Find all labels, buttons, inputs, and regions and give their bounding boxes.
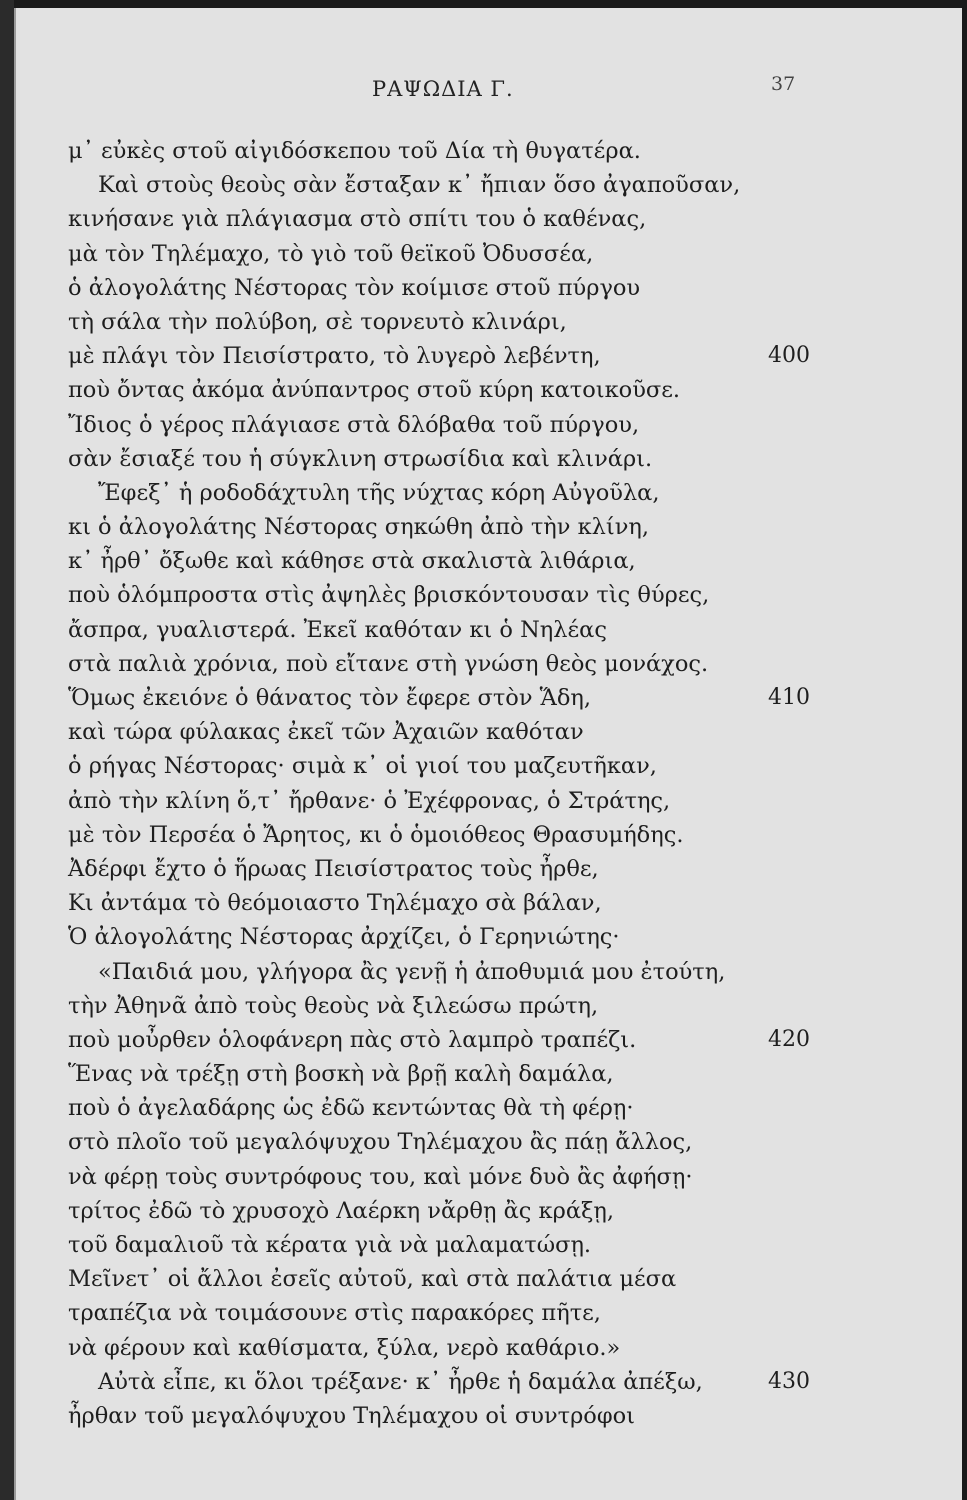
poem-line-text: Ὁ ἀλογολάτης Νέστορας ἀρχίζει, ὁ Γερηνιώτης· (68, 924, 620, 951)
poem-line (68, 442, 868, 476)
poem-line (68, 715, 868, 749)
poem-line-text: κινήσανε γιὰ πλάγιασμα στὸ σπίτι του ὁ καθένας, (68, 206, 647, 233)
line-number: 410 (768, 685, 810, 710)
poem-line (68, 989, 868, 1023)
poem-line-text: μ᾽ εὐκὲς στοῦ αἰγιδόσκεπου τοῦ Δία τὴ θυγατέρα. (68, 138, 641, 164)
poem-line (68, 784, 868, 818)
page-number: 37 (771, 73, 796, 95)
line-number: 400 (768, 343, 810, 369)
poem-line-text: τρίτος ἐδῶ τὸ χρυσοχὸ Λαέρκη νἄρθῃ ἂς κράξῃ, (68, 1197, 615, 1224)
poem-line-text: μὰ τὸν Τηλέμαχο, τὸ γιὸ τοῦ θεϊκοῦ Ὀδυσσέα, (68, 240, 594, 267)
poem-line (68, 749, 868, 783)
poem-line-text: «Παιδιά μου, γλήγορα ἂς γενῇ ἡ ἀποθυμιά μου ἐτούτη, (98, 958, 726, 985)
poem-line-text: Ἴδιος ὁ γέρος πλάγιασε στὰ δλόβαθα τοῦ πύργου, (68, 411, 640, 438)
poem-line-text: ἦρθαν τοῦ μεγαλόψυχου Τηλέμαχου οἱ συντρόφοι (68, 1402, 635, 1429)
poem-line (68, 237, 868, 271)
line-number: 430 (768, 1368, 810, 1394)
poem-line (68, 168, 868, 202)
poem-line-text: Ἕνας νὰ τρέξῃ στὴ βοσκὴ νὰ βρῇ καλὴ δαμάλα, (68, 1061, 614, 1088)
poem-line-text: ἄσπρα, γυαλιστερά. Ἐκεῖ καθόταν κι ὁ Νηλέας (68, 616, 607, 643)
poem-line-text: ποὺ μοὖρθεν ὁλοφάνερη πὰς στὸ λαμπρὸ τραπέζι. (68, 1026, 637, 1053)
poem-line-text: νὰ φέρουν καὶ καθίσματα, ξύλα, νερὸ καθάριο.» (68, 1334, 621, 1361)
book-page (14, 8, 962, 1500)
poem-line-text: τραπέζια νὰ τοιμάσουνε στὶς παρακόρες πῆτε, (68, 1300, 601, 1327)
poem-line (68, 886, 868, 920)
poem-line-text: μὲ τὸν Περσέα ὁ Ἄρητος, κι ὁ ὁμοιόθεος Θρασυμήδης. (68, 821, 684, 848)
poem-line (68, 578, 868, 612)
poem-line (68, 373, 868, 407)
poem-line (68, 818, 868, 852)
poem-line-text: Ἀδέρφι ἔχτο ὁ ἥρωας Πεισίστρατος τοὺς ἦρθε, (68, 855, 599, 882)
poem-line-text: νὰ φέρῃ τοὺς συντρόφους του, καὶ μόνε δυὸ ἂς ἀφήσῃ· (68, 1163, 693, 1190)
poem-line-text: ὁ ἀλογολάτης Νέστορας τὸν κοίμισε στοῦ πύργου (68, 274, 641, 301)
poem-line-text: Ἔφεξ᾽ ἡ ροδοδάχτυλη τῆς νύχτας κόρη Αὐγοῦλα, (98, 479, 660, 506)
poem-line-text: καὶ τώρα φύλακας ἐκεῖ τῶν Ἀχαιῶν καθόταν (68, 719, 584, 746)
poem-line (68, 1091, 868, 1125)
poem-line-text: Αὐτὰ εἶπε, κι ὅλοι τρέξανε· κ᾽ ἦρθε ἡ δαμάλα ἀπέξω, (98, 1368, 703, 1395)
poem-line (68, 681, 868, 715)
poem-line (68, 1262, 868, 1296)
poem-line-text: Μεῖνετ᾽ οἱ ἄλλοι ἐσεῖς αὐτοῦ, καὶ στὰ παλάτια μέσα (68, 1266, 677, 1293)
running-head: ΡΑΨΩΔΙΑ Γ. (372, 77, 514, 101)
poem-line-text: Κι ἀντάμα τὸ θεόμοιαστο Τηλέμαχο σὰ βάλαν, (68, 890, 602, 917)
poem-line (68, 134, 868, 168)
poem-line-text: στὰ παλιὰ χρόνια, ποὺ εἴτανε στὴ γνώση θεὸς μονάχος. (68, 650, 709, 677)
poem-line (68, 476, 868, 510)
poem-line-text: Ὅμως ἐκειόνε ὁ θάνατος τὸν ἔφερε στὸν Ἅδη, (68, 685, 591, 711)
poem-line (68, 1194, 868, 1228)
poem-line-text: τοῦ δαμαλιοῦ τὰ κέρατα γιὰ νὰ μαλαματώσῃ. (68, 1232, 592, 1258)
poem-line-text: σὰν ἔσιαξέ του ἡ σύγκλινη στρωσίδια καὶ κλινάρι. (68, 445, 653, 472)
poem-line-text: ὁ ρήγας Νέστορας· σιμὰ κ᾽ οἱ γιοί του μαζευτῆκαν, (68, 753, 657, 780)
poem-line (68, 1057, 868, 1091)
poem-line (68, 613, 868, 647)
book-gutter (0, 0, 14, 1500)
poem-line (68, 1023, 868, 1057)
poem-line (68, 955, 868, 989)
poem-line-text: κ᾽ ἦρθ᾽ ὄξωθε καὶ κάθησε στὰ σκαλιστὰ λιθάρια, (68, 548, 636, 575)
poem-line (68, 510, 868, 544)
poem-line-text: ποὺ ὄντας ἀκόμα ἀνύπαντρος στοῦ κύρη κατοικοῦσε. (68, 377, 681, 404)
poem-line-text: τὴν Ἀθηνᾶ ἀπὸ τοὺς θεοὺς νὰ ξιλεώσω πρώτη, (68, 992, 599, 1019)
poem-line-text: Καὶ στοὺς θεοὺς σὰν ἔσταξαν κ᾽ ἤπιαν ὅσο ἀγαποῦσαν, (98, 172, 741, 199)
poem-line-text: τὴ σάλα τὴν πολύβοη, σὲ τορνευτὸ κλινάρι, (68, 308, 567, 335)
poem-line (68, 305, 868, 339)
poem-line (68, 544, 868, 578)
poem-line-text: κι ὁ ἀλογολάτης Νέστορας σηκώθη ἀπὸ τὴν κλίνη, (68, 514, 650, 541)
poem-line-text: μὲ πλάγι τὸν Πεισίστρατο, τὸ λυγερὸ λεβέντη, (68, 343, 601, 370)
poem-line-text: ἀπὸ τὴν κλίνη ὅ,τ᾽ ἤρθανε· ὁ Ἐχέφρονας, ὁ Στράτης, (68, 787, 671, 814)
poem-line (68, 647, 868, 681)
line-number: 420 (768, 1026, 810, 1052)
poem-line (68, 408, 868, 442)
poem-line-text: ποὺ ὁ ἀγελαδάρης ὡς ἐδῶ κεντώντας θὰ τὴ φέρῃ· (68, 1095, 634, 1122)
poem-line (68, 1228, 868, 1262)
poem-line (68, 1365, 868, 1399)
poem-line (68, 1160, 868, 1194)
poem-line (68, 202, 868, 236)
poem-line-text: ποὺ ὁλόμπροστα στὶς ἀψηλὲς βρισκόντουσαν τὶς θύρες, (68, 582, 710, 609)
poem-line (68, 852, 868, 886)
poem-line (68, 920, 868, 954)
poem-line (68, 339, 868, 373)
poem-text (68, 134, 868, 1433)
poem-line (68, 1296, 868, 1330)
poem-line (68, 1331, 868, 1365)
poem-line (68, 1399, 868, 1433)
poem-line-text: στὸ πλοῖο τοῦ μεγαλόψυχου Τηλέμαχου ἂς πάῃ ἄλλος, (68, 1129, 693, 1156)
poem-line (68, 271, 868, 305)
page-header (16, 73, 962, 113)
poem-line (68, 1125, 868, 1159)
